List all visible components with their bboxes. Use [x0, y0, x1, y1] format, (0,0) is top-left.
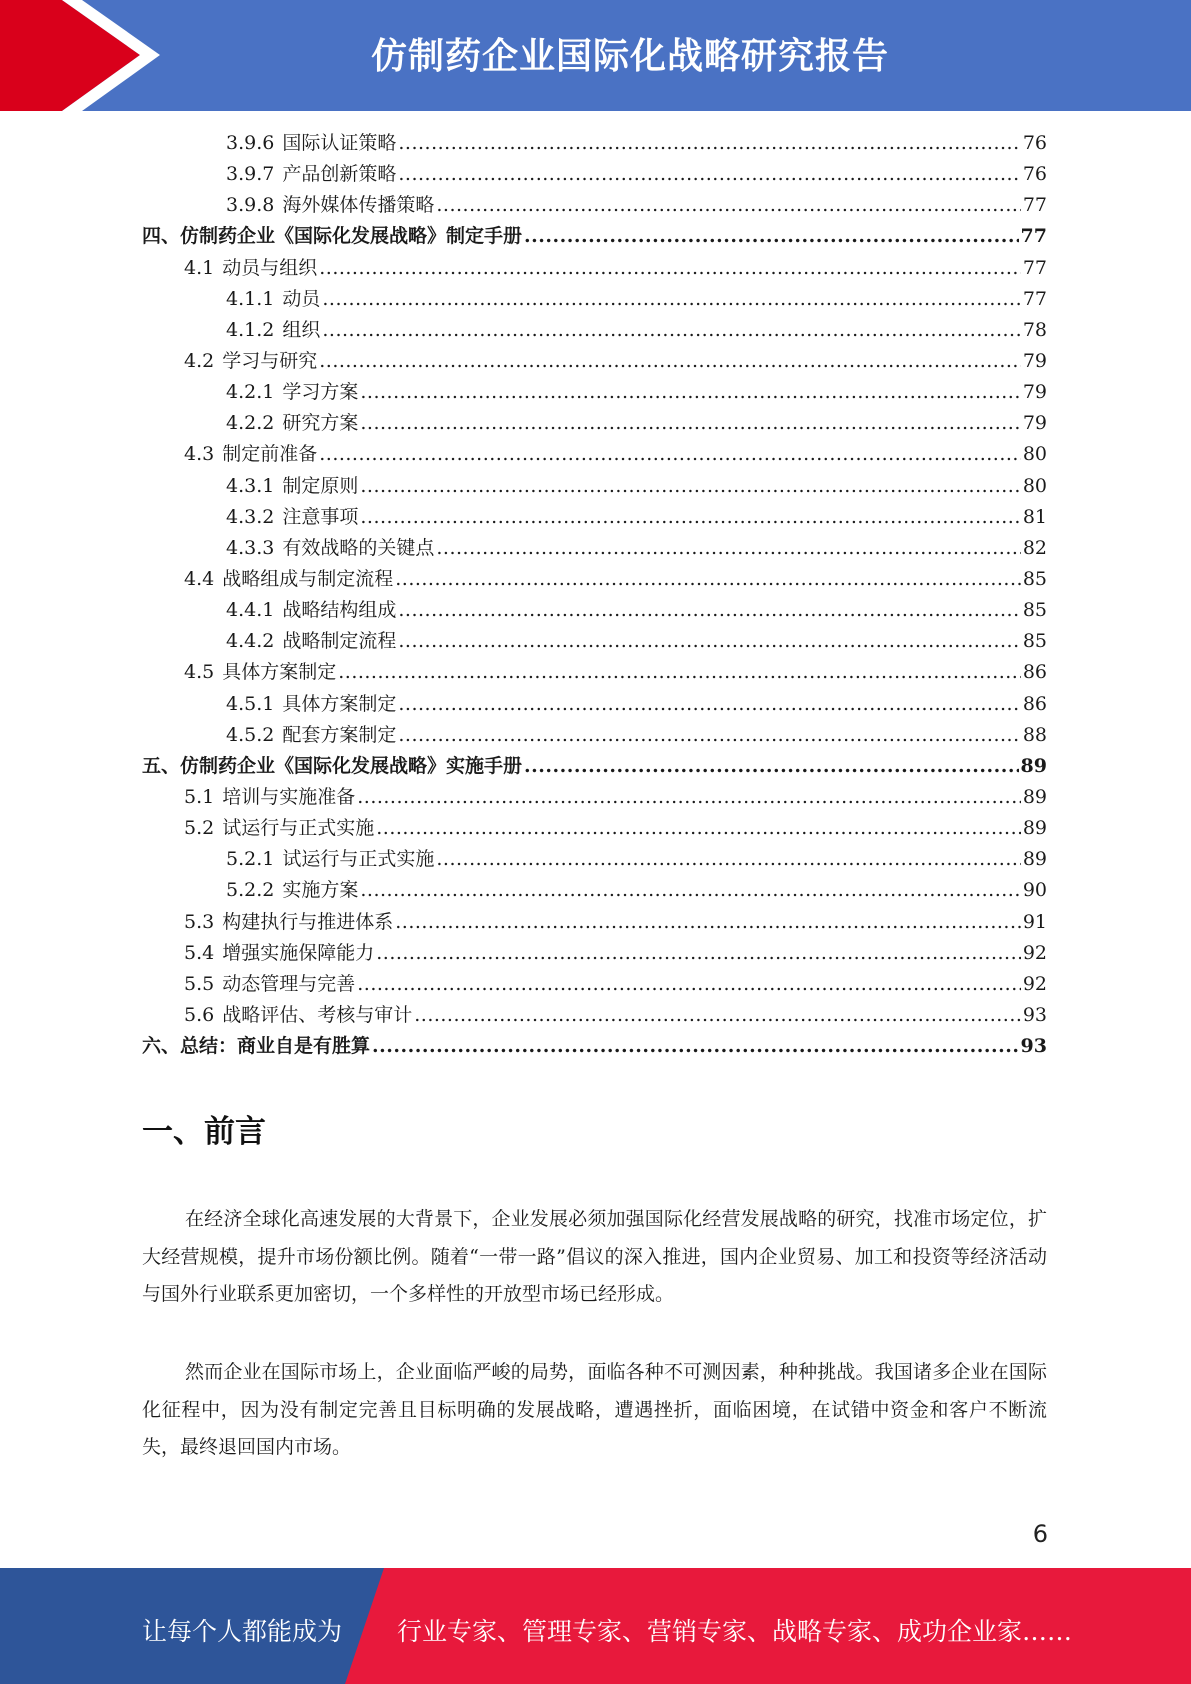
toc-entry[interactable]	[142, 907, 1047, 938]
body-paragraph: 在经济全球化高速发展的大背景下，企业发展必须加强国际化经营发展战略的研究，找准市场定位，扩大经营规模，提升市场份额比例。随着“一带一路”倡议的深入推进，国内企业贸易、加工和投资等经济活动与国外行业联系更加密切，一个多样性的开放型市场已经形成。	[142, 1208, 1047, 1305]
toc-leader-dots	[398, 595, 1020, 626]
toc-entry-title: 注意事项	[282, 505, 359, 528]
toc-leader-dots	[524, 221, 1019, 252]
toc-entry-number: 5.6	[184, 1003, 215, 1026]
toc-leader-dots	[524, 751, 1019, 782]
toc-entry-number: 五、	[142, 754, 181, 777]
toc-entry-title: 培训与实施准备	[222, 785, 356, 808]
toc-entry[interactable]	[142, 533, 1047, 564]
toc-entry[interactable]	[142, 875, 1047, 906]
toc-leader-dots	[338, 657, 1021, 688]
toc-entry-number: 4.3.3	[226, 536, 275, 559]
toc-leader-dots	[436, 190, 1020, 221]
toc-leader-dots	[360, 377, 1020, 408]
toc-entry-number: 4.3.2	[226, 505, 275, 528]
toc-leader-dots	[357, 782, 1021, 813]
toc-entry[interactable]	[142, 657, 1047, 688]
toc-entry-number: 3.9.7	[226, 163, 275, 186]
toc-entry-title: 国际认证策略	[282, 132, 397, 154]
toc-entry-page: 90	[1022, 879, 1047, 902]
toc-entry[interactable]	[142, 346, 1047, 377]
page-footer	[0, 1568, 1191, 1684]
toc-leader-dots	[436, 533, 1020, 564]
toc-leader-dots	[395, 564, 1021, 595]
toc-entry-page: 86	[1022, 661, 1047, 684]
toc-entry-number: 4.2	[184, 349, 215, 372]
toc-leader-dots	[414, 1000, 1021, 1031]
toc-entry-title: 配套方案制定	[282, 723, 397, 746]
report-title: 仿制药企业国际化战略研究报告	[370, 36, 889, 77]
toc-entry[interactable]	[142, 1031, 1047, 1062]
toc-entry[interactable]	[142, 751, 1047, 782]
toc-entry-number: 4.5	[184, 661, 215, 684]
footer-slogan-left: 让每个人都能成为	[142, 1617, 343, 1646]
toc-entry[interactable]	[142, 1000, 1047, 1031]
toc-leader-dots	[398, 128, 1020, 159]
toc-entry-title: 具体方案制定	[222, 661, 337, 684]
toc-entry-number: 4.1	[184, 256, 215, 279]
toc-entry-page: 77	[1022, 194, 1047, 217]
toc-entry-page: 76	[1022, 163, 1047, 186]
page-header	[0, 0, 1191, 111]
toc-entry-page: 79	[1022, 412, 1047, 435]
toc-entry-title: 战略组成与制定流程	[222, 567, 394, 590]
toc-leader-dots	[319, 253, 1021, 284]
toc-entry-title: 增强实施保障能力	[222, 941, 375, 964]
toc-leader-dots	[372, 1031, 1019, 1062]
toc-entry-page: 82	[1022, 536, 1047, 559]
toc-leader-dots	[360, 471, 1020, 502]
toc-entry-page: 89	[1022, 817, 1047, 840]
toc-leader-dots	[319, 346, 1021, 377]
toc-entry-page: 89	[1020, 754, 1047, 777]
toc-entry-title: 海外媒体传播策略	[282, 194, 435, 217]
toc-entry-number: 六、	[142, 1035, 181, 1058]
toc-entry-title: 制定原则	[282, 474, 359, 497]
toc-entry-page: 85	[1022, 599, 1047, 622]
toc-entry-page: 89	[1022, 848, 1047, 871]
toc-entry[interactable]	[142, 844, 1047, 875]
toc-entry-page: 85	[1022, 630, 1047, 653]
toc-entry-number: 4.4.1	[226, 599, 275, 622]
toc-entry-title: 制定前准备	[222, 443, 318, 466]
toc-leader-dots	[322, 284, 1020, 315]
header-arrow-icon	[0, 0, 160, 111]
toc-entry[interactable]	[142, 159, 1047, 190]
toc-entry-title: 动态管理与完善	[222, 972, 356, 995]
toc-entry-page: 77	[1020, 225, 1047, 248]
toc-entry-number: 4.5.2	[226, 723, 275, 746]
toc-leader-dots	[398, 159, 1020, 190]
toc-entry[interactable]	[142, 471, 1047, 502]
toc-entry[interactable]	[142, 128, 1047, 159]
toc-leader-dots	[398, 689, 1020, 720]
toc-entry-page: 81	[1022, 505, 1047, 528]
toc-leader-dots	[395, 907, 1021, 938]
toc-leader-dots	[398, 626, 1020, 657]
toc-leader-dots	[319, 439, 1021, 470]
toc-entry-title: 仿制药企业《国际化发展战略》实施手册	[180, 754, 523, 777]
toc-entry[interactable]	[142, 408, 1047, 439]
toc-entry-title: 仿制药企业《国际化发展战略》制定手册	[180, 225, 523, 248]
toc-entry-number: 3.9.8	[226, 194, 275, 217]
toc-entry-title: 战略制定流程	[282, 630, 397, 653]
toc-entry-number: 5.4	[184, 941, 215, 964]
toc-entry-page: 78	[1022, 318, 1047, 341]
toc-entry[interactable]	[142, 689, 1047, 720]
toc-entry[interactable]	[142, 720, 1047, 751]
toc-entry-page: 88	[1022, 723, 1047, 746]
toc-entry-title: 组织	[282, 318, 321, 341]
toc-entry[interactable]	[142, 502, 1047, 533]
section-heading: 一、前言	[142, 1114, 266, 1150]
toc-entry-number: 4.3.1	[226, 474, 275, 497]
toc-entry-number: 5.2.2	[226, 879, 275, 902]
toc-entry[interactable]	[142, 595, 1047, 626]
toc-entry-page: 89	[1022, 785, 1047, 808]
toc-leader-dots	[376, 938, 1021, 969]
table-of-contents	[142, 128, 1047, 1062]
toc-entry[interactable]	[142, 813, 1047, 844]
footer-slogan-right: 行业专家、管理专家、营销专家、战略专家、成功企业家……	[397, 1617, 1073, 1646]
toc-entry-title: 有效战略的关键点	[282, 536, 435, 559]
toc-entry-title: 产品创新策略	[282, 163, 397, 186]
toc-entry-title: 试运行与正式实施	[282, 848, 435, 871]
toc-entry[interactable]	[142, 564, 1047, 595]
toc-entry[interactable]	[142, 221, 1047, 252]
body-paragraph: 然而企业在国际市场上，企业面临严峻的局势，面临各种不可测因素，种种挑战。我国诸多企业在国际化征程中，因为没有制定完善且目标明确的发展战略，遭遇挫折，面临困境，在试错中资金和客户不断流失，最终退回国内市场。	[142, 1361, 1047, 1458]
toc-entry-page: 91	[1022, 910, 1047, 933]
toc-entry-number: 4.2.2	[226, 412, 275, 435]
toc-entry-page: 79	[1022, 381, 1047, 404]
toc-leader-dots	[357, 969, 1021, 1000]
toc-entry-page: 93	[1022, 1003, 1047, 1026]
toc-leader-dots	[398, 720, 1020, 751]
page-number: 6	[1032, 1520, 1048, 1548]
toc-entry-number: 5.5	[184, 972, 215, 995]
toc-entry-title: 动员与组织	[222, 256, 318, 279]
toc-entry-number: 3.9.6	[226, 132, 275, 154]
toc-entry-number: 4.4.2	[226, 630, 275, 653]
toc-entry-number: 5.2.1	[226, 848, 275, 871]
toc-entry-page: 93	[1020, 1035, 1047, 1058]
toc-entry[interactable]	[142, 439, 1047, 470]
toc-entry-title: 构建执行与推进体系	[222, 910, 394, 933]
toc-entry-number: 4.1.2	[226, 318, 275, 341]
toc-entry[interactable]	[142, 782, 1047, 813]
toc-entry-page: 80	[1022, 443, 1047, 466]
toc-entry-page: 92	[1022, 941, 1047, 964]
toc-entry-number: 4.5.1	[226, 692, 275, 715]
toc-entry-number: 5.2	[184, 817, 215, 840]
toc-entry[interactable]	[142, 626, 1047, 657]
toc-leader-dots	[360, 502, 1020, 533]
toc-entry-page: 86	[1022, 692, 1047, 715]
toc-leader-dots	[360, 875, 1020, 906]
toc-entry-number: 4.2.1	[226, 381, 275, 404]
toc-leader-dots	[322, 315, 1020, 346]
toc-entry-number: 4.4	[184, 567, 215, 590]
toc-leader-dots	[376, 813, 1021, 844]
toc-entry-title: 动员	[282, 287, 321, 310]
toc-entry-number: 4.3	[184, 443, 215, 466]
toc-entry-title: 总结：商业自是有胜算	[180, 1035, 371, 1058]
toc-entry-page: 85	[1022, 567, 1047, 590]
toc-entry-title: 实施方案	[282, 879, 359, 902]
toc-entry-title: 学习与研究	[222, 349, 318, 372]
toc-entry[interactable]	[142, 315, 1047, 346]
toc-entry-page: 77	[1022, 287, 1047, 310]
toc-entry-number: 4.1.1	[226, 287, 275, 310]
toc-entry-page: 80	[1022, 474, 1047, 497]
toc-entry[interactable]	[142, 969, 1047, 1000]
toc-entry[interactable]	[142, 284, 1047, 315]
toc-entry-title: 战略结构组成	[282, 599, 397, 622]
toc-entry[interactable]	[142, 190, 1047, 221]
toc-entry-number: 5.1	[184, 785, 215, 808]
toc-entry-title: 学习方案	[282, 381, 359, 404]
toc-entry[interactable]	[142, 938, 1047, 969]
toc-entry-title: 试运行与正式实施	[222, 817, 375, 840]
toc-entry-page: 79	[1022, 349, 1047, 372]
toc-entry[interactable]	[142, 377, 1047, 408]
toc-entry-page: 92	[1022, 972, 1047, 995]
toc-entry-number: 四、	[142, 225, 181, 248]
toc-entry-page: 77	[1022, 256, 1047, 279]
toc-entry-title: 研究方案	[282, 412, 359, 435]
toc-entry[interactable]	[142, 253, 1047, 284]
toc-entry-number: 5.3	[184, 910, 215, 933]
toc-leader-dots	[436, 844, 1020, 875]
toc-leader-dots	[360, 408, 1020, 439]
toc-entry-title: 战略评估、考核与审计	[222, 1003, 413, 1026]
toc-entry-page: 76	[1022, 132, 1047, 154]
toc-entry-title: 具体方案制定	[282, 692, 397, 715]
